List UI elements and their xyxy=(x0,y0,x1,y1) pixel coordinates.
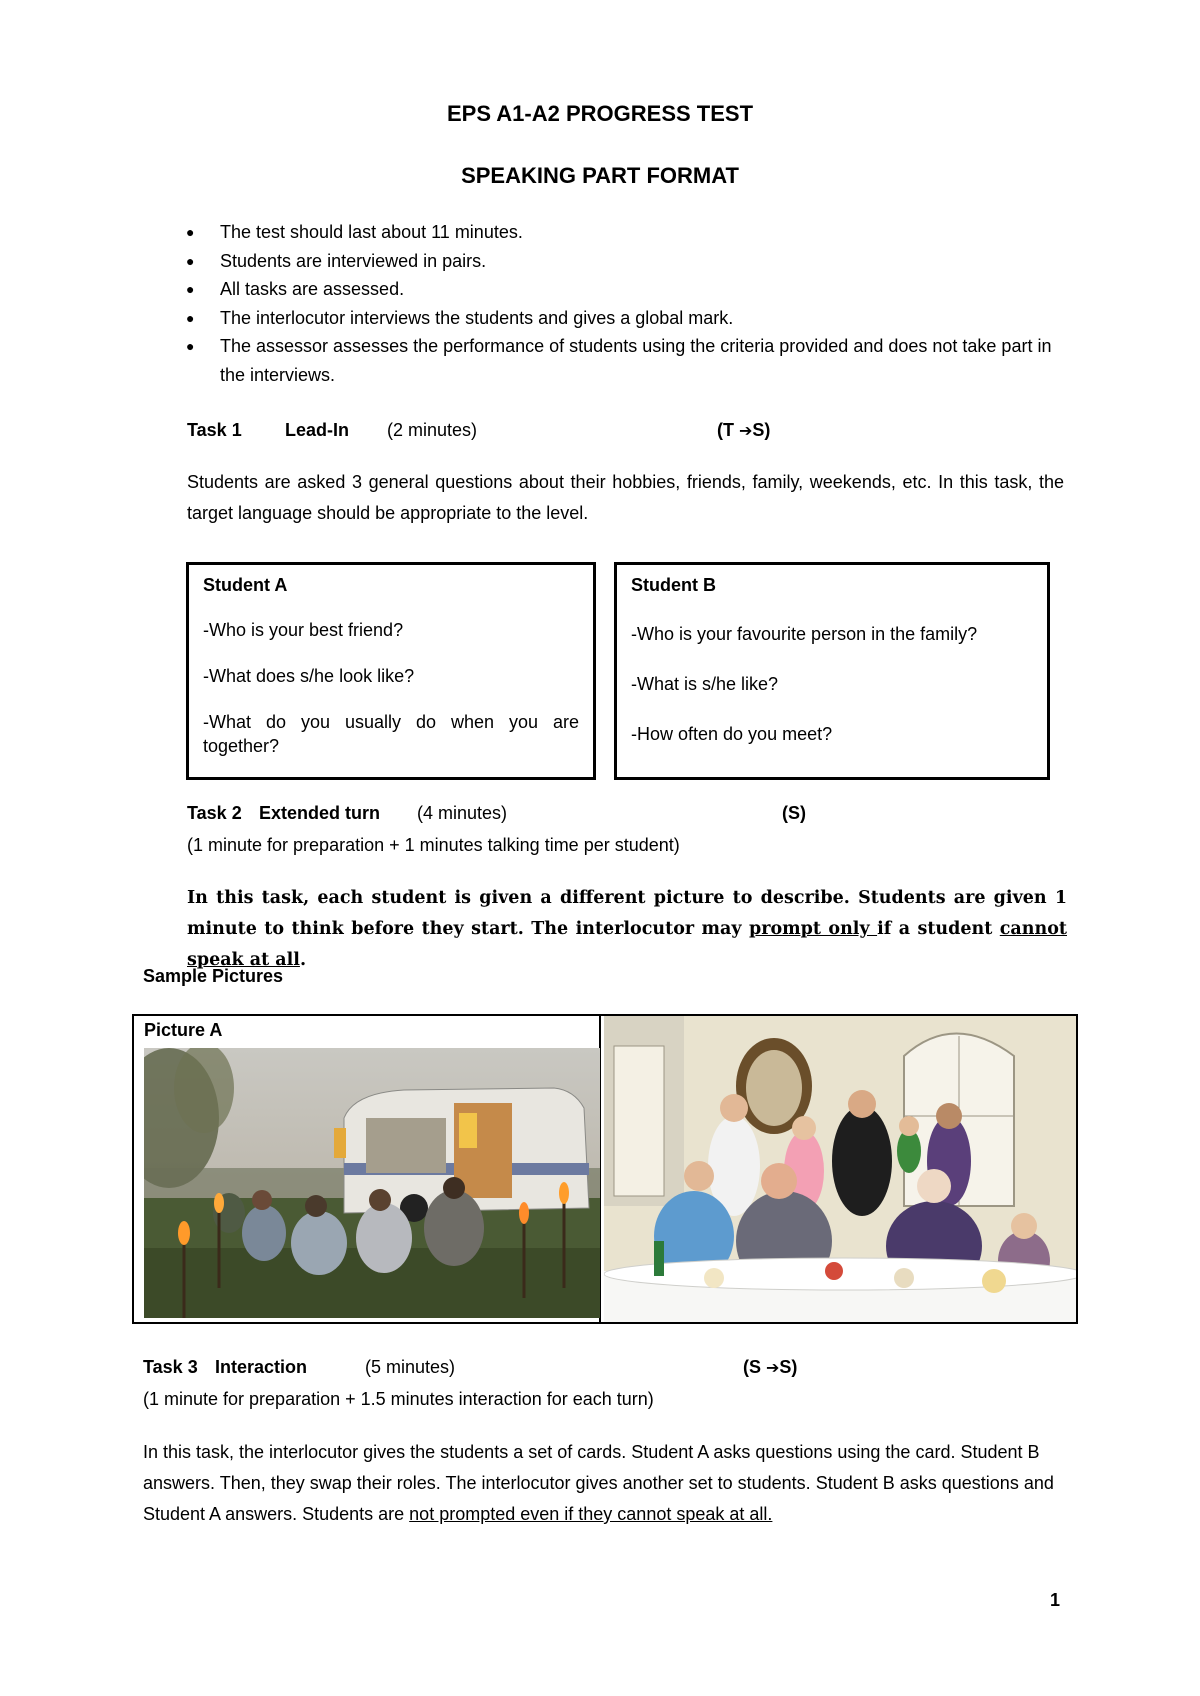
task2-description: In this task, each student is given a different picture to describe. Students are given 1 minute to think before they start. The interlocutor may prompt only if a student cannot speak at all. xyxy=(187,888,1067,970)
task1-number: Task 1 xyxy=(187,420,242,440)
bullet-dot-icon: ● xyxy=(186,338,195,354)
task1-header xyxy=(187,420,1087,446)
task3-duration: (5 minutes) xyxy=(365,1357,456,1377)
list-item: ● The assessor assesses the performance of students using the criteria provided and does not take part in the interviews. xyxy=(180,332,1060,389)
list-item: ● The interlocutor interviews the students and gives a global mark. xyxy=(180,304,1060,333)
list-item: ● Students are interviewed in pairs. xyxy=(180,247,1060,276)
task2-name: Extended turn xyxy=(259,803,381,823)
picture-a-label: Picture A xyxy=(144,1020,223,1040)
page-number: 1 xyxy=(1050,1590,1061,1610)
student-a-heading: Student A xyxy=(203,575,288,595)
student-a-question: -Who is your best friend? xyxy=(203,620,404,640)
task3-header xyxy=(143,1357,1043,1383)
bullet-dot-icon: ● xyxy=(186,252,195,269)
task3-note: (1 minute for preparation + 1.5 minutes interaction for each turn) xyxy=(143,1389,654,1409)
task3-description: In this task, the interlocutor gives the students a set of cards. Student A asks questions using the card. Student B answers. Then, they swap their roles. The interlocutor gives another set to students. Student B asks questions and Student A answers. Students are not prompted even if they cannot speak at all. xyxy=(143,1442,1054,1524)
task2-mode: (S) xyxy=(782,803,806,823)
page-subtitle: SPEAKING PART FORMAT xyxy=(461,163,739,188)
picture-b-image xyxy=(604,1016,1076,1322)
arrow-right-icon: ➔ xyxy=(766,1360,780,1377)
bullet-list xyxy=(180,218,1060,389)
student-b-question: -Who is your favourite person in the family? xyxy=(631,624,978,644)
picture-a-image xyxy=(144,1048,600,1318)
task1-description: Students are asked 3 general questions about their hobbies, friends, family, weekends, etc. In this task, the target language should be appropriate to the level. xyxy=(187,472,1064,523)
list-item: ● The test should last about 11 minutes. xyxy=(180,218,1060,247)
bullet-dot-icon: ● xyxy=(186,224,195,240)
task3-name: Interaction xyxy=(215,1357,308,1377)
student-a-question: -What do you usually do when you are together? xyxy=(203,712,579,756)
bullet-dot-icon: ● xyxy=(186,281,195,297)
page-title: EPS A1-A2 PROGRESS TEST xyxy=(446,101,754,126)
list-item: ● All tasks are assessed. xyxy=(180,275,1060,304)
sample-pictures-table xyxy=(132,1014,1078,1324)
task3-number: Task 3 xyxy=(143,1357,198,1377)
student-a-question: -What does s/he look like? xyxy=(203,666,415,686)
student-b-question: -How often do you meet? xyxy=(631,724,833,744)
student-b-question: -What is s/he like? xyxy=(631,674,779,694)
student-b-box xyxy=(614,562,1050,780)
task2-number: Task 2 xyxy=(187,803,242,823)
task1-duration: (2 minutes) xyxy=(387,420,478,440)
student-b-heading: Student B xyxy=(631,575,716,595)
task2-note: (1 minute for preparation + 1 minutes talking time per student) xyxy=(187,835,680,855)
task3-mode: (S ➔S) xyxy=(743,1357,798,1377)
task2-duration: (4 minutes) xyxy=(417,803,508,823)
arrow-right-icon: ➔ xyxy=(739,423,753,440)
task2-header xyxy=(187,803,1087,829)
student-a-box xyxy=(186,562,596,780)
task1-mode: (T ➔S) xyxy=(717,420,771,440)
sample-pictures-label: Sample Pictures xyxy=(143,966,284,986)
bullet-dot-icon: ● xyxy=(186,309,195,326)
task1-name: Lead-In xyxy=(285,420,350,440)
